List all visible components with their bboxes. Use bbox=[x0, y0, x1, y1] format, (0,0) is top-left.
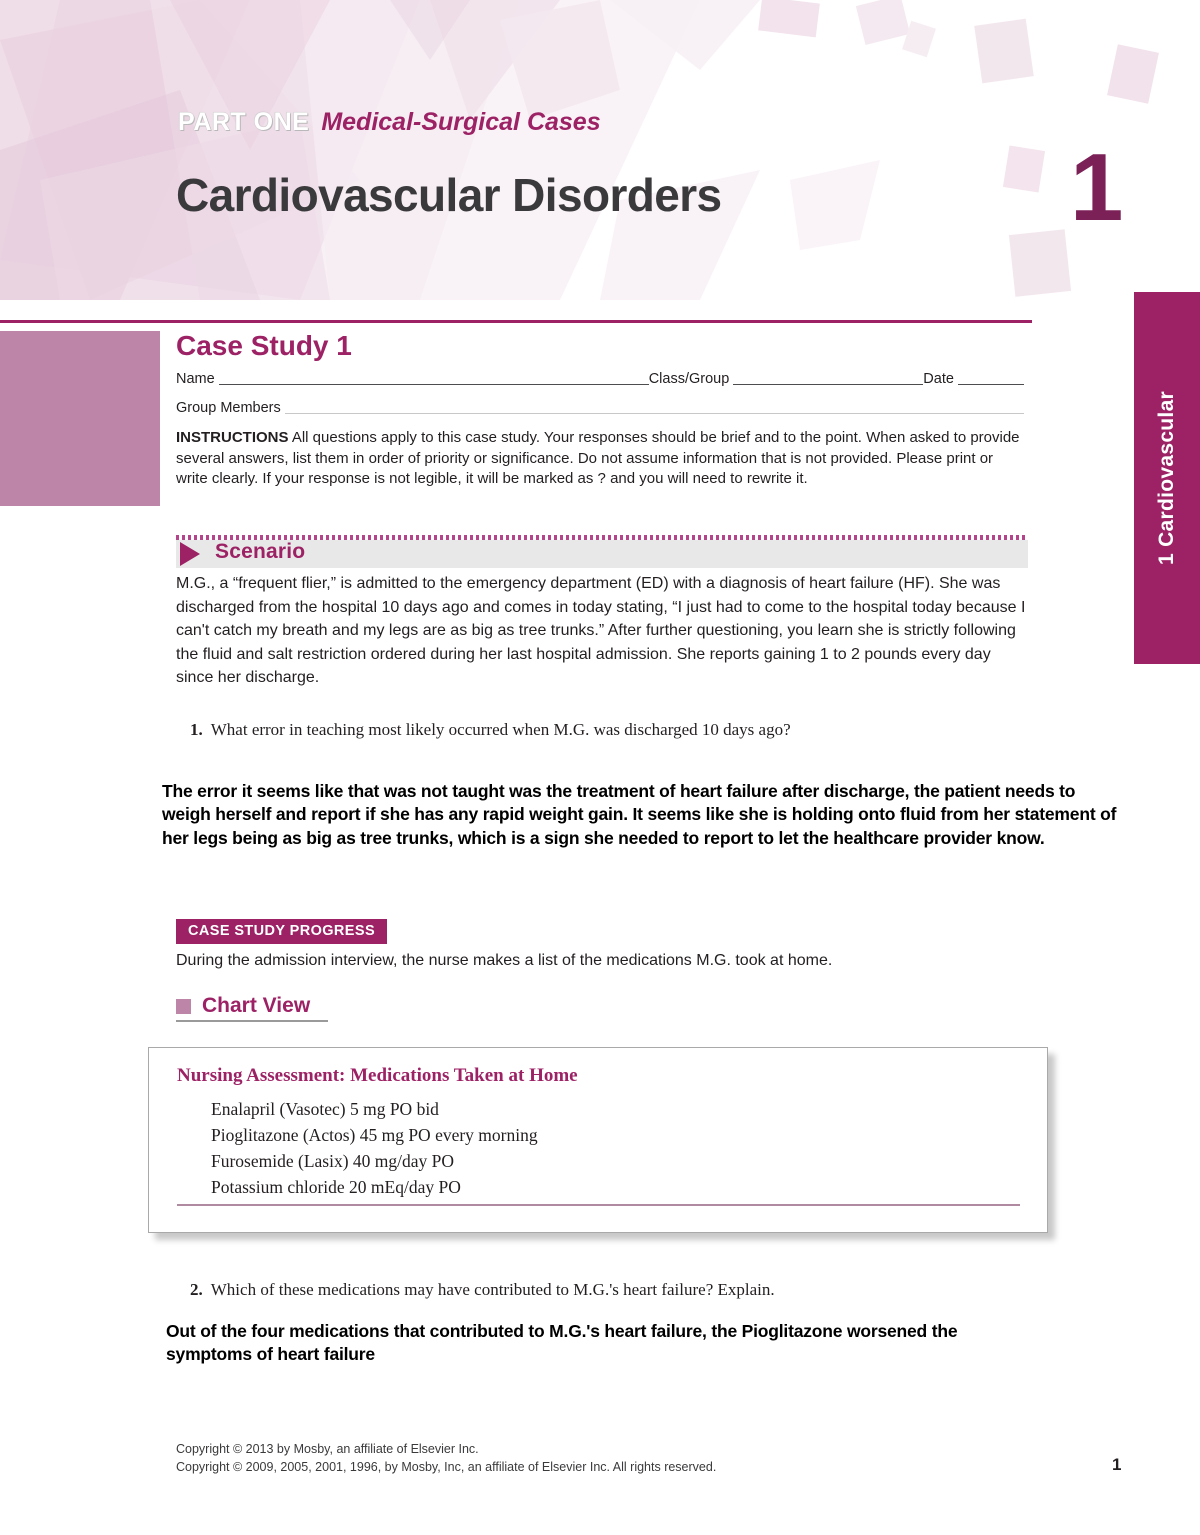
section-divider-rule bbox=[0, 320, 1032, 323]
part-label: PART ONE bbox=[178, 108, 310, 136]
triangle-right-icon bbox=[180, 542, 200, 566]
instructions-paragraph bbox=[176, 428, 1028, 490]
square-bullet-icon bbox=[176, 999, 191, 1014]
chart-view-underline bbox=[176, 1020, 328, 1022]
question-2-number: 2. bbox=[190, 1280, 203, 1299]
name-input-rule[interactable] bbox=[219, 372, 649, 385]
question-1 bbox=[190, 720, 791, 740]
footer-copyright bbox=[176, 1440, 716, 1476]
answer-1[interactable]: The error it seems like that was not taught was the treatment of heart failure after discharge, the patient needs to weigh herself and report if she has any rapid weight gain. It seems like she is holding onto fluid from her statement of her legs being as big as tree trunks, which is a sign she needed to report to let the healthcare provider know. bbox=[162, 781, 1117, 848]
list-item: Potassium chloride 20 mEq/day PO bbox=[211, 1176, 461, 1197]
case-study-number: 1 bbox=[336, 330, 352, 361]
name-label: Name bbox=[176, 371, 215, 387]
question-1-number: 1. bbox=[190, 720, 203, 739]
case-study-title bbox=[176, 330, 352, 362]
copyright-line-2: Copyright © 2009, 2005, 2001, 1996, by Mosby, Inc, an affiliate of Elsevier Inc. All rights reserved. bbox=[176, 1460, 717, 1475]
question-2-text: Which of these medications may have contributed to M.G.'s heart failure? Explain. bbox=[210, 1280, 775, 1299]
answer-2[interactable] bbox=[166, 1320, 1176, 1367]
chart-view-label: Chart View bbox=[202, 994, 311, 1017]
side-tab bbox=[1134, 292, 1200, 664]
student-info-form bbox=[176, 371, 1024, 387]
scenario-label: Scenario bbox=[215, 540, 306, 563]
list-item: Pioglitazone (Actos) 45 mg PO every morning bbox=[211, 1124, 538, 1145]
answer-2-line-2: symptoms of heart failure bbox=[166, 1344, 375, 1365]
chart-box-title: Nursing Assessment: Medications Taken at Home bbox=[177, 1065, 578, 1086]
page-number: 1 bbox=[1112, 1455, 1122, 1474]
scenario-body: M.G., a “frequent flier,” is admitted to the emergency department (ED) with a diagnosis of heart failure (HF). She was discharged from the hospital 10 days ago and comes in today stating, “I just had to come to the hospital today because I can't catch my breath and my legs are as big as tree trunks.” After further questioning, you learn she is strictly following the fluid and salt restriction ordered during her last hospital admission. She reports gaining 1 to 2 pounds every day since her discharge. bbox=[176, 575, 1026, 687]
class-group-label: Class/Group bbox=[648, 371, 730, 387]
chart-box-bottom-rule bbox=[177, 1204, 1020, 1206]
case-study-title-text: Case Study bbox=[176, 330, 329, 361]
instructions-heading: INSTRUCTIONS bbox=[176, 429, 289, 446]
part-heading bbox=[178, 108, 601, 137]
answer-2-line-1: Out of the four medications that contributed to M.G.'s heart failure, the Pioglitazone worsened the bbox=[166, 1321, 958, 1341]
date-input-rule[interactable] bbox=[958, 372, 1024, 385]
group-members-label: Group Members bbox=[176, 400, 281, 416]
question-1-text: What error in teaching most likely occurred when M.G. was discharged 10 days ago? bbox=[210, 720, 791, 739]
side-tab-label: 1 Cardiovascular bbox=[1155, 390, 1178, 566]
case-study-progress-text: During the admission interview, the nurse makes a list of the medications M.G. took at home. bbox=[176, 952, 833, 969]
group-members-input-rule[interactable] bbox=[285, 401, 1024, 414]
part-title: Medical-Surgical Cases bbox=[321, 108, 601, 136]
list-item: Enalapril (Vasotec) 5 mg PO bid bbox=[211, 1099, 439, 1119]
chart-view-heading bbox=[176, 994, 328, 1022]
instructions-text: All questions apply to this case study. Your responses should be brief and to the point. When asked to provide several answers, list them in order of priority or significance. Do not assume information that is not provided. Please print or write clearly. If your response is not legible, it will be marked as ? and you will need to rewrite it. bbox=[176, 429, 1020, 488]
class-group-input-rule[interactable] bbox=[733, 372, 923, 385]
chart-view-box bbox=[148, 1047, 1048, 1233]
group-members-row bbox=[176, 400, 1024, 416]
list-item: Furosemide (Lasix) 40 mg/day PO bbox=[211, 1150, 455, 1171]
chapter-number: 1 bbox=[1070, 134, 1124, 241]
date-label: Date bbox=[923, 371, 954, 387]
case-study-progress-badge: CASE STUDY PROGRESS bbox=[176, 919, 387, 944]
question-2 bbox=[190, 1280, 775, 1300]
header-decorative-artwork bbox=[0, 0, 1200, 300]
chapter-title: Cardiovascular Disorders bbox=[176, 169, 722, 221]
copyright-line-1: Copyright © 2013 by Mosby, an affiliate of Elsevier Inc. bbox=[176, 1442, 479, 1456]
left-color-block bbox=[0, 331, 160, 506]
medication-list bbox=[211, 1097, 538, 1201]
